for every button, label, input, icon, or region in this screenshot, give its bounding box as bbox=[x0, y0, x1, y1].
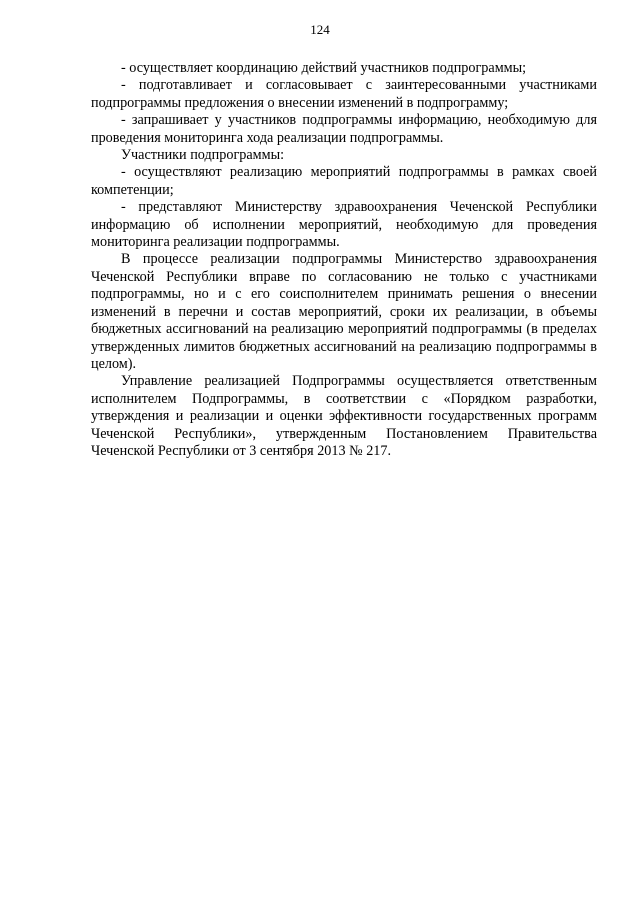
paragraph-participants-heading: Участники подпрограммы: bbox=[121, 147, 285, 164]
paragraph-implement-measures: - осуществляют реализацию мероприятий подпрограммы в рамках своей компетенции; bbox=[91, 164, 597, 198]
paragraph-request-information: - запрашивает у участников подпрограммы информацию, необходимую для проведения мониторинга хода реализации подпрограммы. bbox=[91, 112, 597, 146]
document-body bbox=[91, 60, 597, 460]
paragraph-provide-information: - представляют Министерству здравоохранения Чеченской Республики информацию об исполнении мероприятий, необходимую для проведения мониторинга реализации подпрограммы. bbox=[91, 199, 597, 251]
paragraph-prepare-changes: - подготавливает и согласовывает с заинтересованными участниками подпрограммы предложения о внесении изменений в подпрограмму; bbox=[91, 77, 597, 111]
paragraph-implementation-process: В процессе реализации подпрограммы Министерство здравоохранения Чеченской Республики вправе по согласованию не только с участниками подпрограммы, но и с его соисполнителем принимать решения о внесении изменений в перечни и состав мероприятий, сроки их реализации, в объемы бюджетных ассигнований на реализацию мероприятий подпрограммы (в пределах утвержденных лимитов бюджетных ассигнований на реализацию подпрограммы в целом). bbox=[91, 251, 597, 372]
paragraph-coordination: - осуществляет координацию действий участников подпрограммы; bbox=[121, 60, 527, 76]
paragraph-management: Управление реализацией Подпрограммы осуществляется ответственным исполнителем Подпрограммы, в соответствии с «Порядком разработки, утверждения и реализации и оценки эффективности государственных программ Чеченской Республики», утвержденным Постановлением Правительства Чеченской Республики от 3 сентября 2013 № 217. bbox=[91, 373, 597, 459]
page-number: 124 bbox=[310, 22, 330, 37]
